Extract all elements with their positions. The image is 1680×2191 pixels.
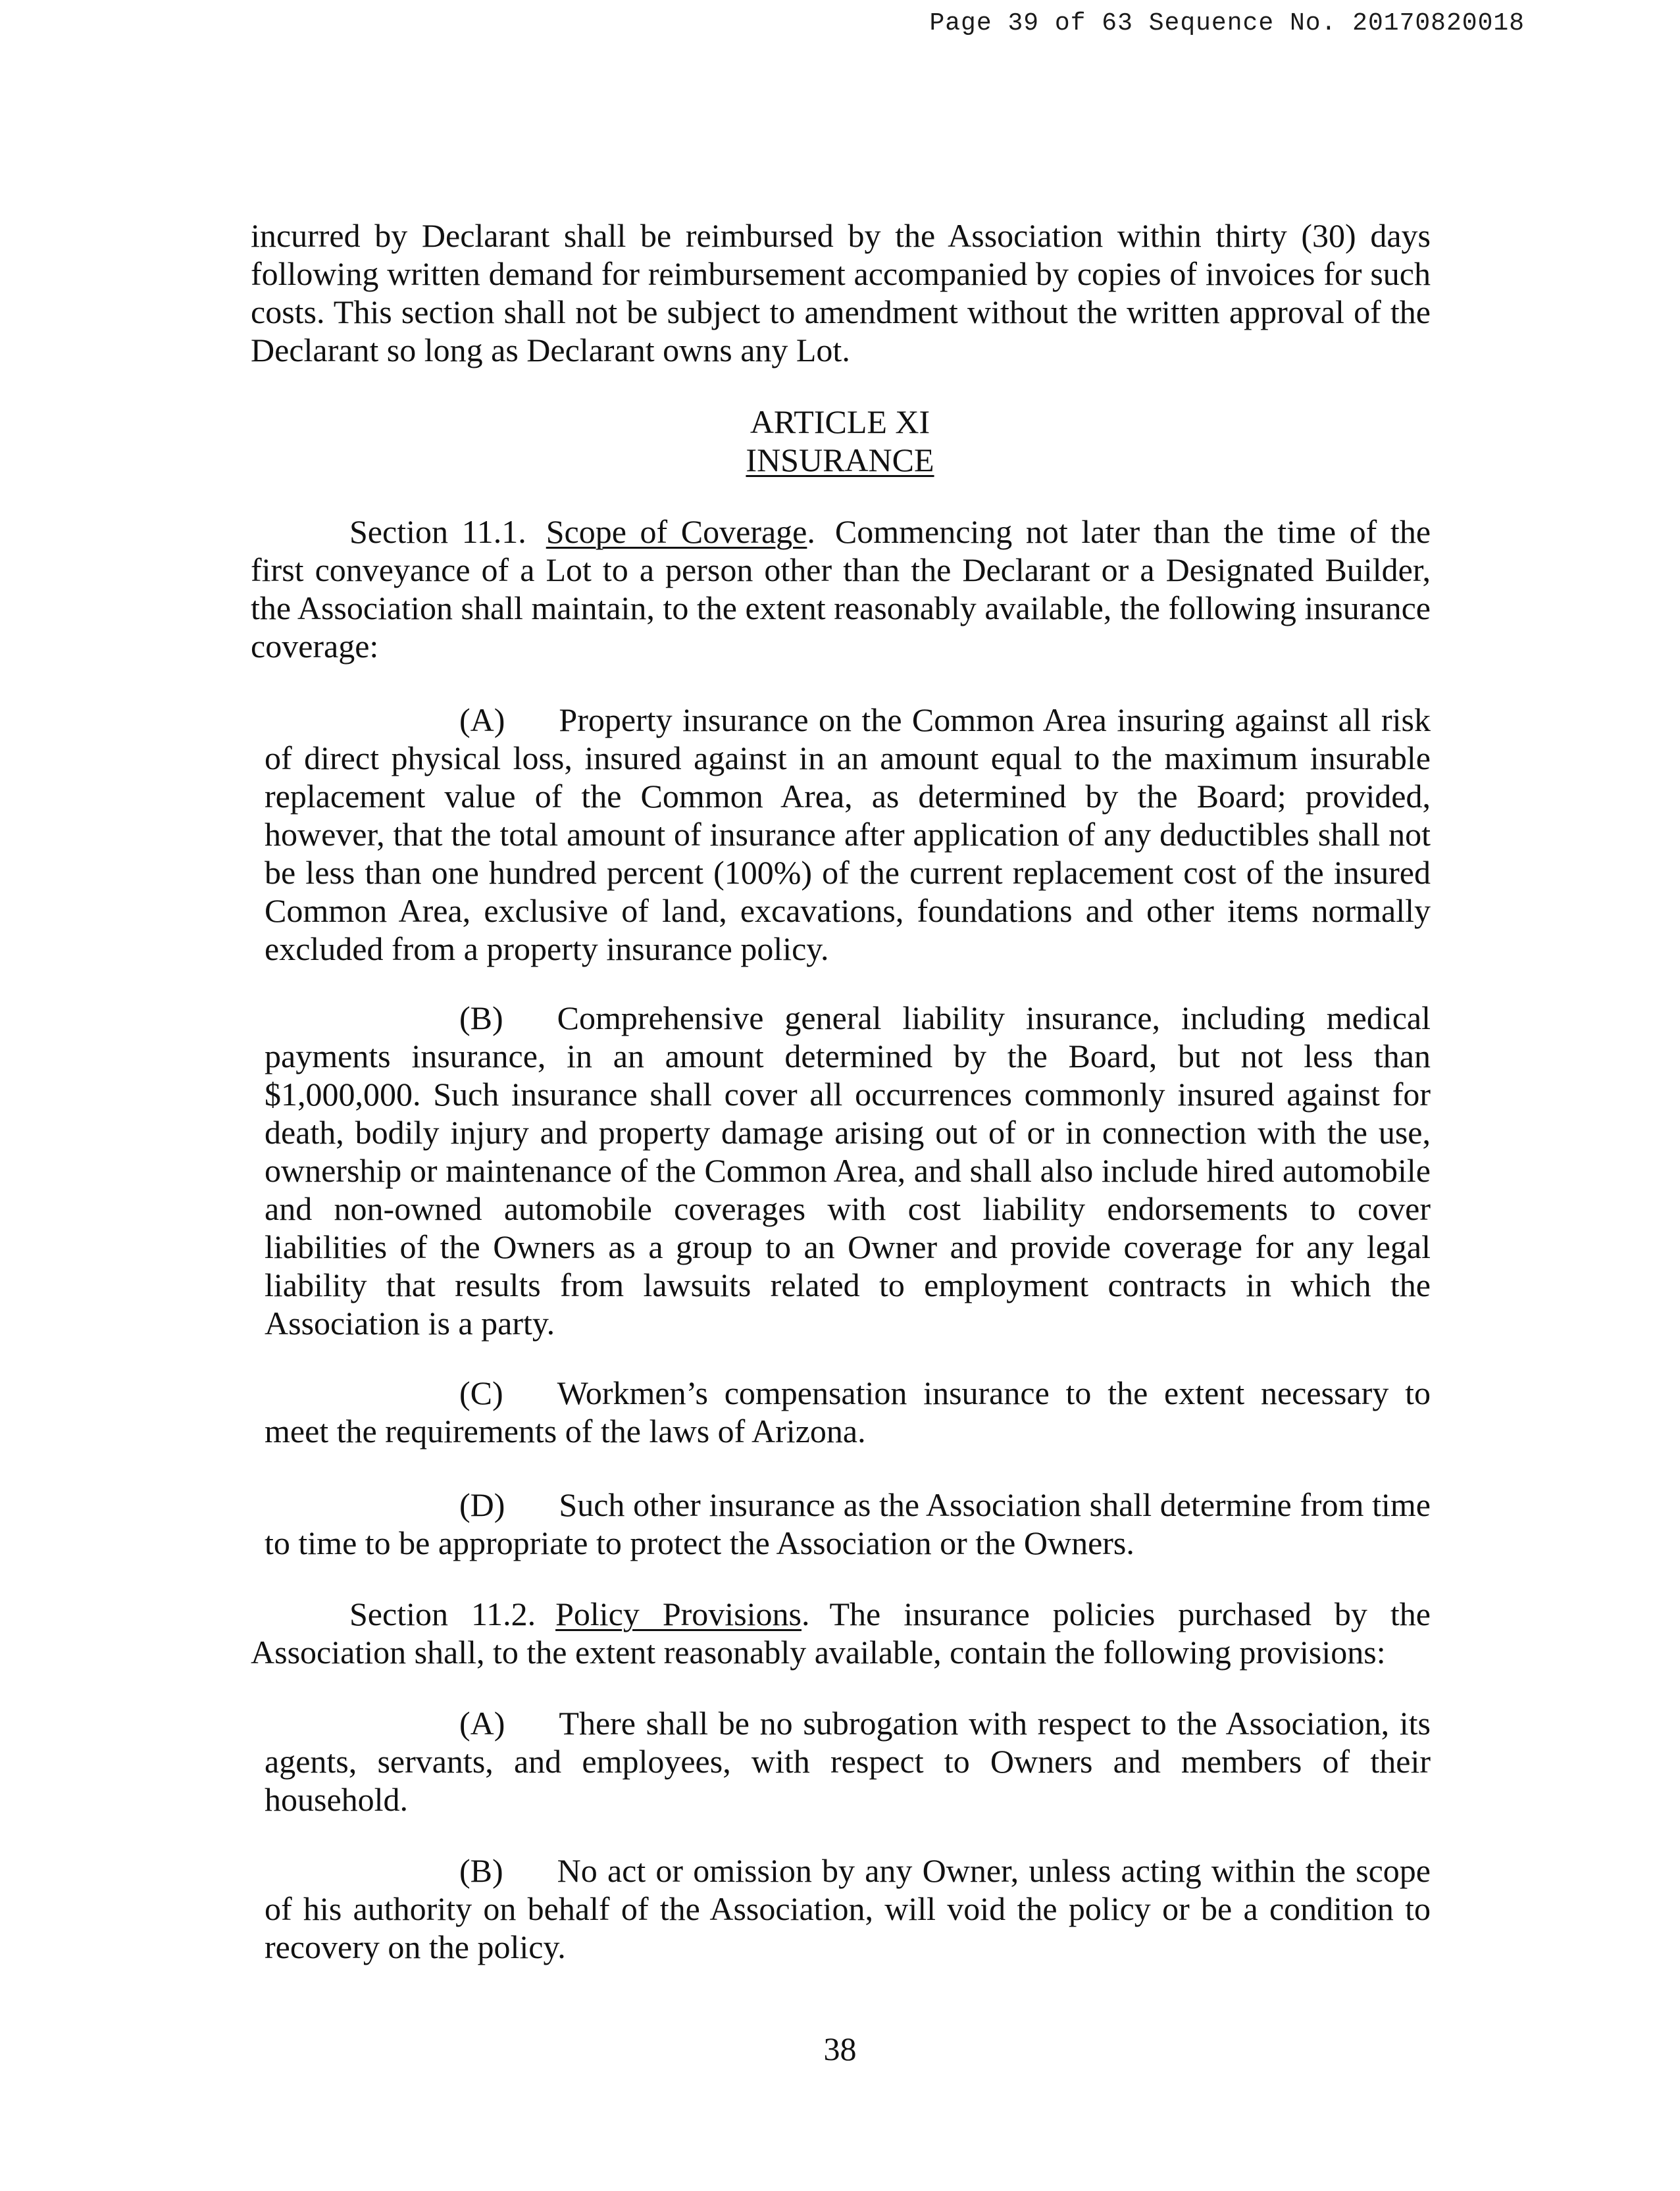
item-text: There shall be no subrogation with respect to the Association, its agents, servants, and employees, with respect to Owners and members of their household.	[265, 1705, 1431, 1818]
intro-paragraph: incurred by Declarant shall be reimbursed by the Association within thirty (30) days following written demand for reimbursement accompanied by copies of invoices for such costs. This section shall not be subject to amendment without the written approval of the Declarant so long as Declarant owns any Lot.	[251, 217, 1431, 368]
article-title-wrap	[0, 441, 1680, 479]
item-label: (A)	[459, 1705, 505, 1742]
item-text: Workmen’s compensation insurance to the extent necessary to meet the requirements of the laws of Arizona.	[265, 1374, 1431, 1449]
section-11-1-text: Commencing not later than the time of the first conveyance of a Lot to a person other than the Declarant or a Designated Builder, the Association shall maintain, to the extent reasonably available, the following insurance coverage:	[251, 513, 1431, 665]
item-label: (B)	[459, 999, 503, 1036]
page-header: Page 39 of 63 Sequence No. 20170820018	[929, 9, 1525, 38]
section-11-1-item-b	[265, 999, 1431, 1342]
article-title: INSURANCE	[746, 441, 934, 478]
section-11-1-heading: Scope of Coverage	[546, 513, 807, 550]
item-label: (A)	[459, 701, 505, 738]
page-number: 38	[823, 2030, 857, 2067]
item-text: No act or omission by any Owner, unless acting within the scope of his authority on behalf of the Association, will void the policy or be a condition to recovery on the policy.	[265, 1852, 1431, 1965]
section-11-2-item-b	[265, 1851, 1431, 1966]
section-11-1-item-c	[265, 1374, 1431, 1450]
section-11-1-label: Section 11.1.	[349, 513, 526, 550]
item-label: (D)	[459, 1486, 505, 1523]
section-11-1-item-d	[265, 1486, 1431, 1562]
section-11-1-paragraph	[251, 513, 1431, 665]
section-11-2-label: Section 11.2.	[349, 1596, 536, 1632]
section-11-2-heading: Policy Provisions	[555, 1596, 802, 1632]
section-11-2-paragraph	[251, 1595, 1431, 1671]
item-text: Such other insurance as the Association shall determine from time to time to be appropriate to protect the Association or the Owners.	[265, 1486, 1431, 1561]
item-label: (C)	[459, 1374, 503, 1411]
section-11-2-text: The insurance policies purchased by the Association shall, to the extent reasonably available, contain the following provisions:	[251, 1596, 1431, 1671]
section-11-1-heading-punct: .	[807, 513, 815, 550]
section-11-1-item-a	[265, 701, 1431, 968]
item-text: Property insurance on the Common Area insuring against all risk of direct physical loss, insured against in an amount equal to the maximum insurable replacement value of the Common Area, as determined by the Board; provided, however, that the total amount of insurance after application of any deductibles shall not be less than one hundred percent (100%) of the current replacement cost of the insured Common Area, exclusive of land, excavations, foundations and other items normally excluded from a property insurance policy.	[265, 701, 1431, 967]
section-11-2-heading-punct: .	[802, 1596, 810, 1632]
section-11-2-item-a	[265, 1704, 1431, 1819]
item-text: Comprehensive general liability insurance, including medical payments insurance, in an amount determined by the Board, but not less than $1,000,000. Such insurance shall cover all occurrences commonly insured against for death, bodily injury and property damage arising out of or in connection with the use, ownership or maintenance of the Common Area, and shall also include hired automobile and non-owned automobile coverages with cost liability endorsements to cover liabilities of the Owners as a group to an Owner and provide coverage for any legal liability that results from lawsuits related to employment contracts in which the Association is a party.	[265, 999, 1431, 1342]
article-number: ARTICLE XI	[750, 403, 930, 440]
item-label: (B)	[459, 1852, 503, 1889]
